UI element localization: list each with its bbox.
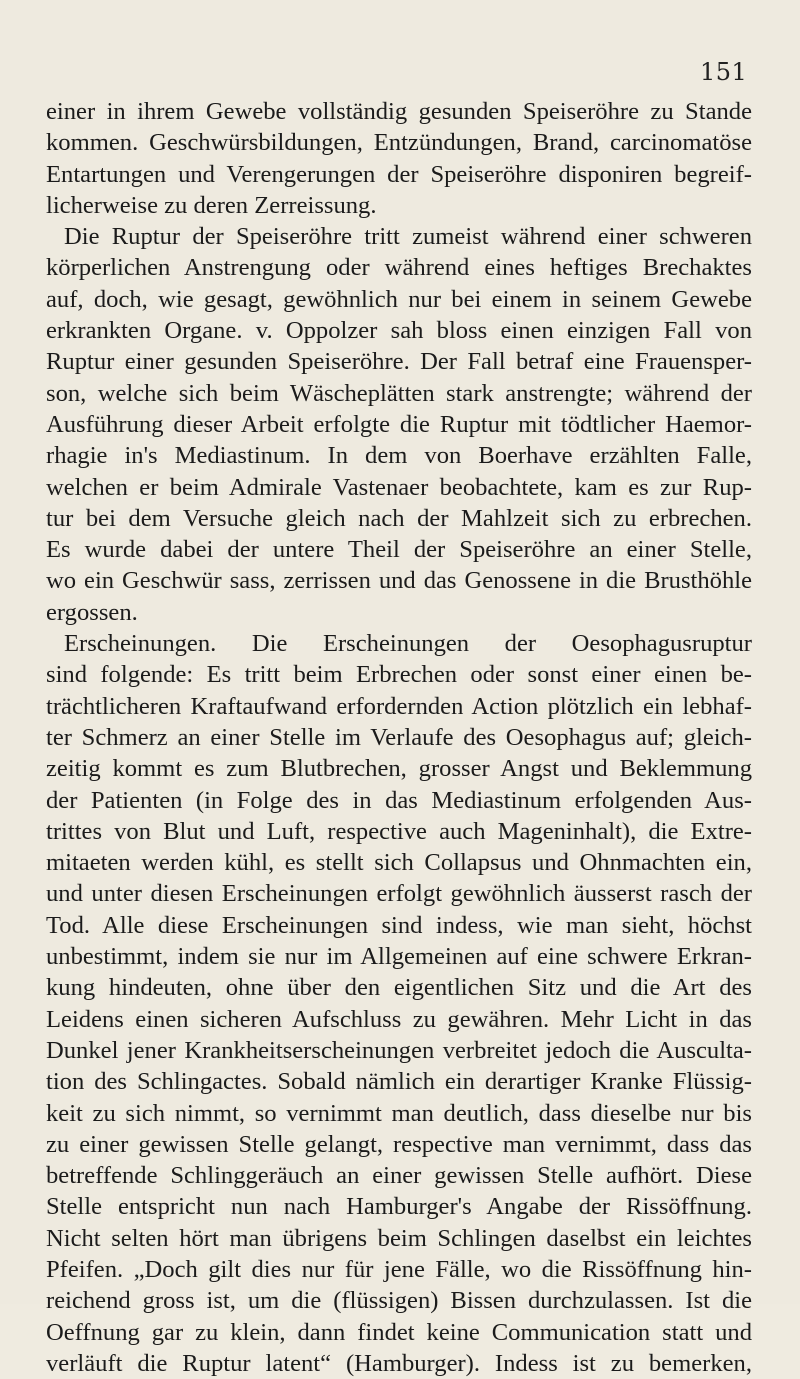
- text-line: tur bei dem Versuche gleich nach der Mahlzeit sich zu erbrechen.: [46, 504, 752, 532]
- text-line: unbestimmt, indem sie nur im Allgemeinen auf eine schwere Erkran-: [46, 943, 752, 971]
- text-line: und unter diesen Erscheinungen erfolgt gewöhnlich äusserst rasch der: [46, 880, 752, 908]
- text-line: erkrankten Organe. v. Oppolzer sah bloss einen einzigen Fall von: [46, 317, 752, 345]
- text-line: son, welche sich beim Wäscheplätten stark anstrengte; während der: [46, 379, 752, 407]
- page-number: 151: [700, 58, 748, 86]
- text-line: trächtlicheren Kraftaufwand erfordernden Action plötzlich ein lebhaf-: [46, 692, 752, 720]
- text-line: Leidens einen sicheren Aufschluss zu gewähren. Mehr Licht in das: [46, 1005, 752, 1033]
- text-line: körperlichen Anstrengung oder während eines heftiges Brechaktes: [46, 254, 752, 282]
- text-line: Erscheinungen. Die Erscheinungen der Oesophagusruptur: [64, 630, 752, 658]
- text-line: Ausführung dieser Arbeit erfolgte die Ruptur mit tödtlicher Haemor-: [46, 410, 752, 438]
- text-line: licherweise zu deren Zerreissung.: [46, 191, 377, 219]
- text-line: der Patienten (in Folge des in das Mediastinum erfolgenden Aus-: [46, 786, 752, 814]
- text-line: Stelle entspricht nun nach Hamburger's Angabe der Rissöffnung.: [46, 1193, 752, 1221]
- text-line: Es wurde dabei der untere Theil der Speiseröhre an einer Stelle,: [46, 536, 752, 564]
- text-line: Tod. Alle diese Erscheinungen sind indess, wie man sieht, höchst: [46, 911, 752, 939]
- text-line: tion des Schlingactes. Sobald nämlich ein derartiger Kranke Flüssig-: [46, 1068, 752, 1096]
- text-line: kung hindeuten, ohne über den eigentlichen Sitz und die Art des: [46, 974, 752, 1002]
- text-line: zu einer gewissen Stelle gelangt, respective man vernimmt, dass das: [46, 1130, 752, 1158]
- text-line: zeitig kommt es zum Blutbrechen, grosser Angst und Beklemmung: [46, 755, 752, 783]
- text-line: ergossen.: [46, 598, 138, 626]
- text-line: rhagie in's Mediastinum. In dem von Boerhave erzählten Falle,: [46, 442, 752, 470]
- text-line: sind folgende: Es tritt beim Erbrechen oder sonst einer einen be-: [46, 661, 752, 689]
- text-line: betreffende Schlinggeräuch an einer gewissen Stelle aufhört. Diese: [46, 1162, 752, 1190]
- text-line: Nicht selten hört man übrigens beim Schlingen daselbst ein leichtes: [46, 1224, 752, 1252]
- text-line: keit zu sich nimmt, so vernimmt man deutlich, dass dieselbe nur bis: [46, 1099, 752, 1127]
- text-line: Dunkel jener Krankheitserscheinungen verbreitet jedoch die Ausculta-: [46, 1036, 752, 1064]
- text-line: Ruptur einer gesunden Speiseröhre. Der Fall betraf eine Frauensper-: [46, 348, 752, 376]
- body-text: [46, 96, 752, 1379]
- text-line: kommen. Geschwürsbildungen, Entzündungen, Brand, carcinomatöse: [46, 129, 752, 157]
- text-line: auf, doch, wie gesagt, gewöhnlich nur bei einem in seinem Gewebe: [46, 285, 752, 313]
- text-line: reichend gross ist, um die (flüssigen) Bissen durchzulassen. Ist die: [46, 1287, 752, 1315]
- text-line: mitaeten werden kühl, es stellt sich Collapsus und Ohnmachten ein,: [46, 849, 752, 877]
- text-line: Die Ruptur der Speiseröhre tritt zumeist während einer schweren: [64, 223, 752, 251]
- text-line: verläuft die Ruptur latent“ (Hamburger). Indess ist zu bemerken,: [46, 1349, 752, 1377]
- text-line: Entartungen und Verengerungen der Speiseröhre disponiren begreif-: [46, 160, 752, 188]
- text-line: wo ein Geschwür sass, zerrissen und das Genossene in die Brusthöhle: [46, 567, 752, 595]
- text-line: Pfeifen. „Doch gilt dies nur für jene Fälle, wo die Rissöffnung hin-: [46, 1255, 752, 1283]
- text-line: trittes von Blut und Luft, respective auch Mageninhalt), die Extre-: [46, 817, 752, 845]
- text-line: ter Schmerz an einer Stelle im Verlaufe des Oesophagus auf; gleich-: [46, 723, 752, 751]
- text-line: Oeffnung gar zu klein, dann findet keine Communication statt und: [46, 1318, 752, 1346]
- text-line: welchen er beim Admirale Vastenaer beobachtete, kam es zur Rup-: [46, 473, 752, 501]
- text-line: einer in ihrem Gewebe vollständig gesunden Speiseröhre zu Stande: [46, 98, 752, 125]
